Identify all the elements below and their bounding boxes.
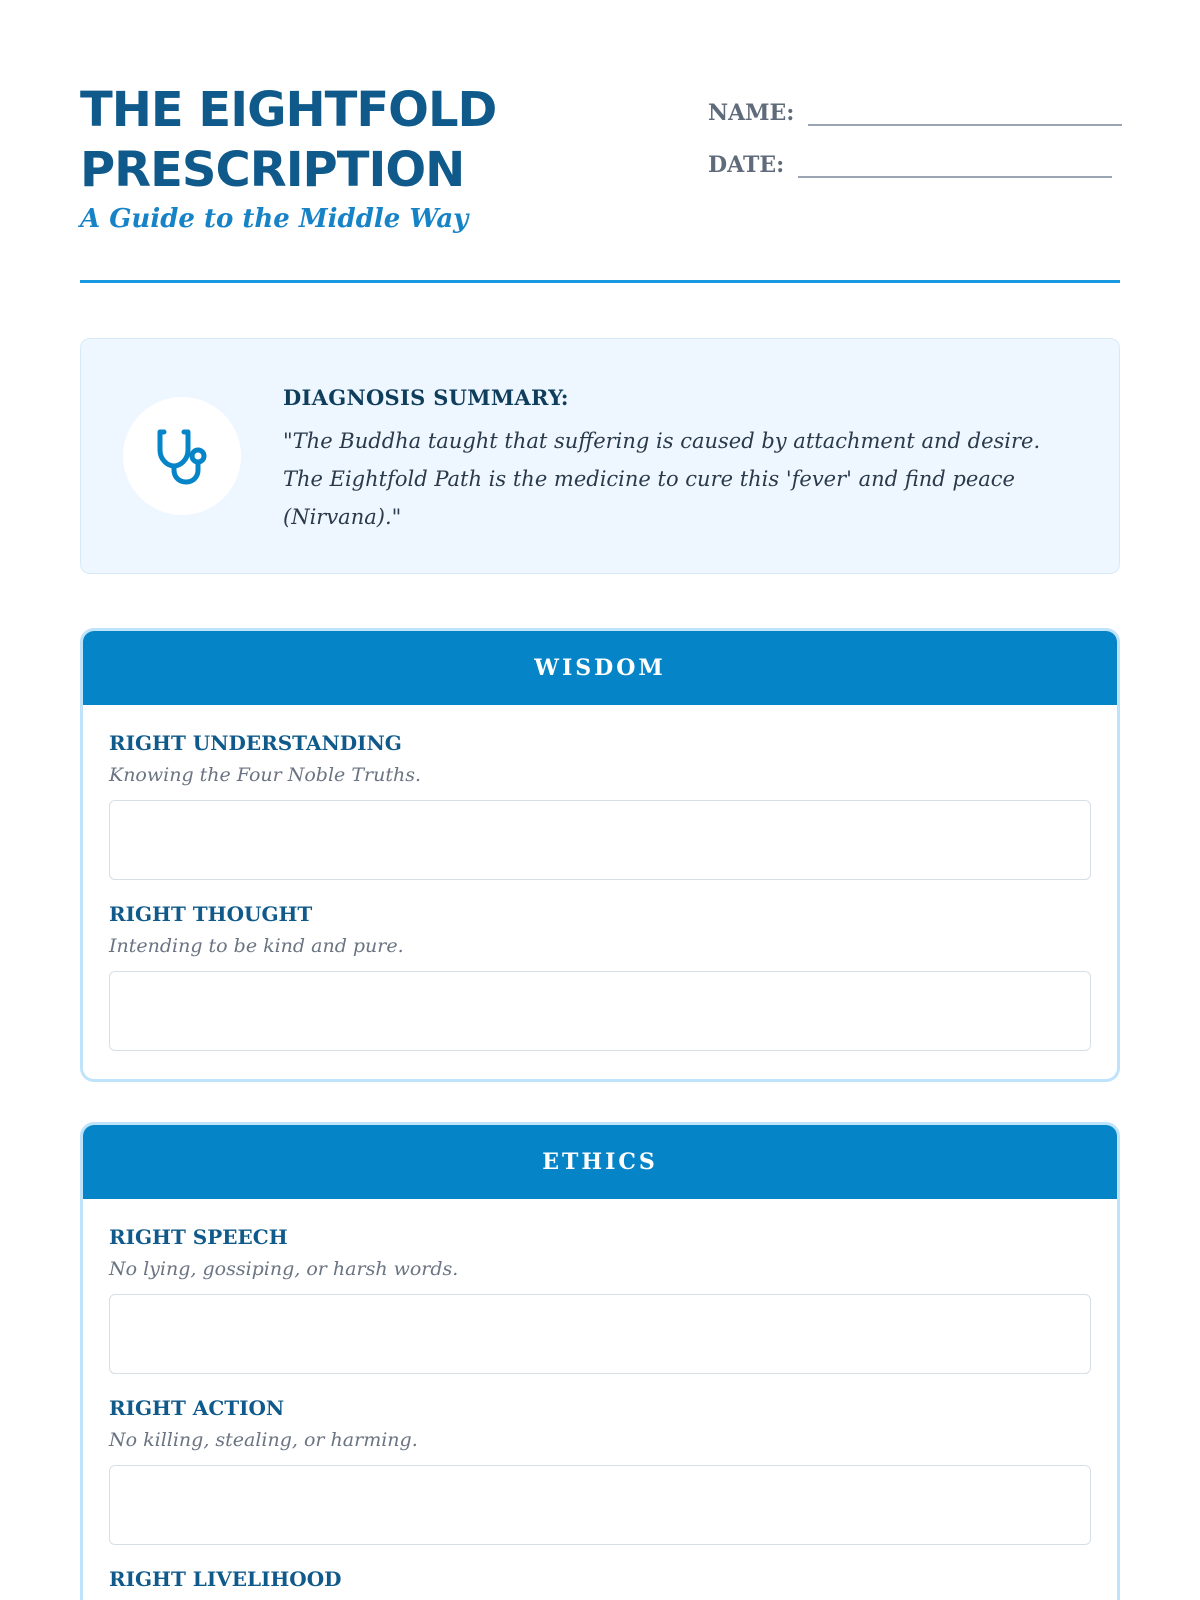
item-description: No killing, stealing, or harming. [109, 1429, 418, 1451]
answer-box[interactable] [109, 971, 1091, 1051]
stethoscope-icon [123, 397, 241, 515]
section-heading: WISDOM [83, 631, 1117, 705]
diagnosis-text [283, 385, 1083, 536]
answer-box[interactable] [109, 1465, 1091, 1545]
section-body [83, 1199, 1117, 1595]
answer-box[interactable] [109, 1294, 1091, 1374]
page-title: THE EIGHTFOLD PRESCRIPTION [80, 82, 497, 198]
path-item-right-speech [109, 1225, 1091, 1374]
item-title: RIGHT SPEECH [109, 1225, 288, 1249]
name-row [708, 86, 1122, 126]
path-item-right-action [109, 1396, 1091, 1545]
diagnosis-label: DIAGNOSIS SUMMARY: [283, 385, 569, 410]
item-title: RIGHT ACTION [109, 1396, 285, 1420]
student-info [708, 86, 1122, 190]
path-item-right-thought [109, 902, 1091, 1051]
item-title: RIGHT THOUGHT [109, 902, 313, 926]
section-heading: ETHICS [83, 1125, 1117, 1199]
section-wisdom [80, 628, 1120, 1082]
name-field[interactable] [808, 96, 1122, 126]
page-subtitle: A Guide to the Middle Way [80, 204, 469, 234]
date-field[interactable] [798, 148, 1112, 178]
section-body [83, 705, 1117, 1051]
path-item-right-livelihood [109, 1567, 1091, 1595]
item-description: Intending to be kind and pure. [109, 935, 404, 957]
diagnosis-quote: "The Buddha taught that suffering is caused by attachment and desire. The Eightfold Path is the medicine to cure this 'fever' and find peace (Nirvana)." [283, 429, 1041, 529]
item-description: Knowing the Four Noble Truths. [109, 764, 421, 786]
name-label: NAME: [708, 100, 795, 126]
item-title: RIGHT UNDERSTANDING [109, 731, 402, 755]
worksheet-header [80, 80, 1120, 240]
section-ethics [80, 1122, 1120, 1600]
item-description: No lying, gossiping, or harsh words. [109, 1258, 459, 1280]
date-label: DATE: [708, 152, 785, 178]
item-title: RIGHT LIVELIHOOD [109, 1567, 342, 1591]
header-divider [80, 280, 1120, 283]
path-item-right-understanding [109, 731, 1091, 880]
answer-box[interactable] [109, 800, 1091, 880]
date-row [708, 138, 1122, 178]
diagnosis-summary-panel [80, 338, 1120, 574]
